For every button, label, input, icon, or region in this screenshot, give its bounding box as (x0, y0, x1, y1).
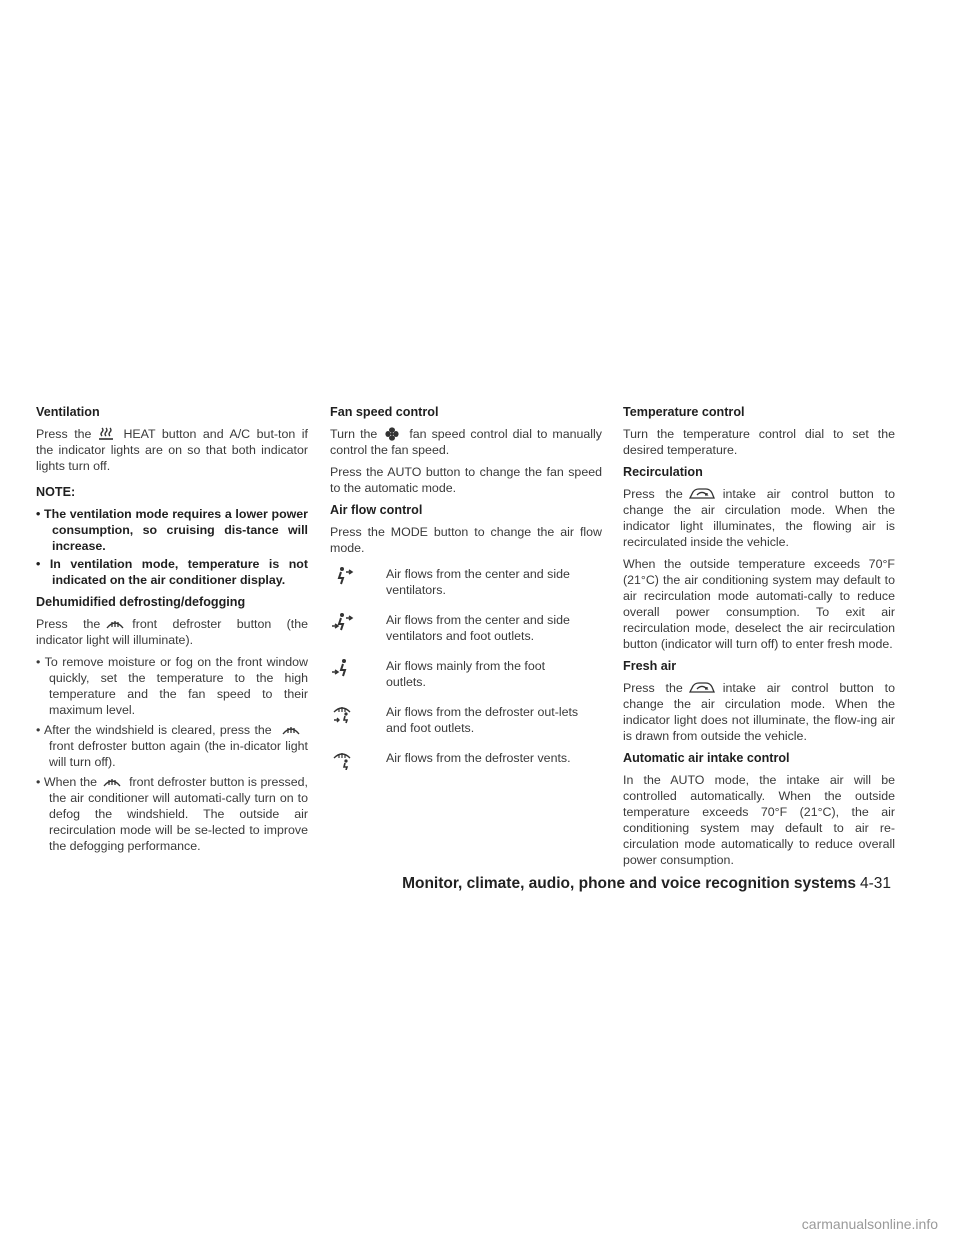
fan-icon (381, 427, 403, 441)
watermark: carmanualsonline.info (801, 1216, 938, 1232)
dehum-text-b: front defroster button (the indicator light will illuminate). (36, 617, 308, 647)
vent-face-icon (330, 566, 356, 586)
front-defroster-icon (104, 617, 126, 631)
footer-section-title: Monitor, climate, audio, phone and voice recognition systems (402, 875, 856, 892)
dehum-bullet-1: • To remove moisture or fog on the front window quickly, set the temperature to the high temperature and the fan speed to their maximum level. (36, 655, 308, 717)
auto-paragraph: In the AUTO mode, the intake air will be controlled automatically. When the outside temperature exceeds 70°F (21°C), the air conditioning system may default to air re-circulation mode automatically to reduce overall power consumption. (623, 773, 895, 867)
fresh-heading: Fresh air (623, 659, 677, 673)
fan-text-a: Turn the (330, 427, 378, 441)
dehum-bullet-3-text-a: • When the (36, 775, 98, 789)
fan-paragraph-2: Press the AUTO button to change the fan speed to the automatic mode. (330, 465, 602, 495)
dehum-paragraph (36, 616, 308, 648)
defrost-icon (330, 750, 356, 770)
ventilation-text-b: HEAT button and A/C but-ton if the indicator lights are on so that both indicator lights turn off. (36, 427, 308, 473)
fan-heading: Fan speed control (330, 405, 439, 419)
vent-foot-icon (330, 658, 356, 678)
fresh-text-b: intake air control button to change the air circulation mode. When the indicator light does not illuminate, the flow-ing air is drawn from outside the vehicle. (623, 681, 896, 743)
airflow-mode-2 (330, 612, 602, 644)
dehum-bullet-2 (36, 722, 308, 770)
airflow-mode-3 (330, 658, 602, 690)
dehum-bullet-3-text-b: front defroster button is pressed, the air conditioner will automati-cally turn on to defog the windshield. The outside air recirculation mode will be se-lected to improve the defogging performance. (49, 775, 308, 853)
dehum-bullet-2-text-a: • After the windshield is cleared, press the (36, 723, 272, 737)
airflow-heading: Air flow control (330, 503, 423, 517)
intake-air-icon (687, 681, 717, 695)
column-left (36, 404, 308, 858)
recirc-paragraph-1 (623, 486, 895, 550)
recirc-text-b: intake air control button to change the air circulation mode. When the indicator light illuminates, the flowing air is recirculated inside the vehicle. (623, 487, 896, 549)
ventilation-text-a: Press the (36, 427, 92, 441)
temp-paragraph: Turn the temperature control dial to set the desired temperature. (623, 427, 895, 457)
recirc-text-a: Press the (623, 487, 683, 501)
dehum-bullet-2-text-b: front defroster button again (the in-dicator light will turn off). (49, 739, 308, 769)
recirc-heading: Recirculation (623, 465, 703, 479)
heat-seat-icon (95, 427, 117, 441)
fan-paragraph-1 (330, 426, 602, 458)
auto-heading: Automatic air intake control (623, 751, 790, 765)
airflow-mode-1-text: Air flows from the center and side ventilators. (386, 567, 570, 597)
defrost-foot-icon (330, 704, 356, 724)
note-item-2: • In ventilation mode, temperature is not indicated on the air conditioner display. (36, 557, 308, 587)
airflow-mode-5-text: Air flows from the defroster vents. (386, 751, 571, 765)
airflow-paragraph: Press the MODE button to change the air flow mode. (330, 525, 602, 555)
dehum-bullet-3 (36, 774, 308, 854)
fan-text-b: fan speed control dial to manually control the fan speed. (330, 427, 602, 457)
dehum-text-a: Press the (36, 617, 101, 631)
note-item-1: • The ventilation mode requires a lower power consumption, so cruising dis-tance will increase. (36, 507, 308, 553)
front-defroster-icon (101, 775, 123, 789)
recirc-paragraph-2: When the outside temperature exceeds 70°F (21°C) the air conditioning system may default to air recirculation mode automati-cally to reduce overall power consumption. To exit air recirculation mode, deselect the air recirculation button (indicator will turn off) to enter fresh mode. (623, 557, 895, 651)
page-number: 4-31 (859, 875, 891, 892)
temp-heading: Temperature control (623, 405, 745, 419)
front-defroster-icon (280, 723, 302, 737)
page-footer (0, 876, 891, 892)
column-right (623, 404, 895, 874)
dehum-heading: Dehumidified defrosting/defogging (36, 595, 246, 609)
column-middle (330, 404, 602, 784)
fresh-text-a: Press the (623, 681, 683, 695)
vent-face-foot-icon (330, 612, 356, 632)
airflow-mode-1 (330, 566, 602, 598)
airflow-mode-4 (330, 704, 602, 736)
ventilation-paragraph (36, 426, 308, 474)
airflow-mode-3-text: Air flows mainly from the foot outlets. (386, 659, 546, 689)
note-heading: NOTE: (36, 485, 76, 499)
airflow-mode-2-text: Air flows from the center and side ventilators and foot outlets. (386, 613, 570, 643)
fresh-paragraph (623, 680, 895, 744)
airflow-mode-5 (330, 750, 602, 770)
intake-air-icon (687, 487, 717, 501)
airflow-mode-4-text: Air flows from the defroster out-lets and foot outlets. (386, 705, 579, 735)
ventilation-heading: Ventilation (36, 405, 100, 419)
